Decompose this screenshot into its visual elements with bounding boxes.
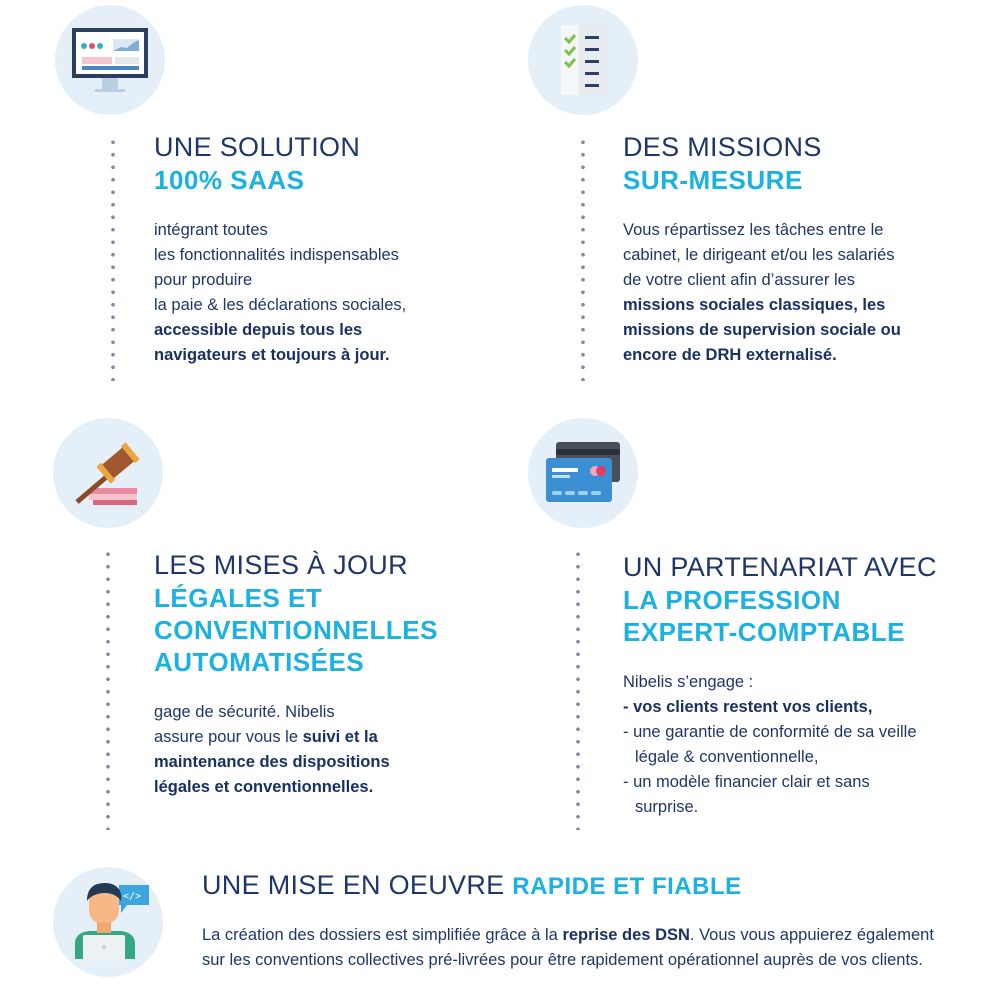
section-highlight: LA PROFESSION	[623, 585, 841, 615]
checklist-icon	[528, 5, 638, 115]
section-highlight: LÉGALES ET	[154, 583, 323, 613]
body-bold-line: accessible depuis tous les	[154, 321, 363, 339]
svg-text:</>: </>	[123, 891, 142, 902]
list-item: - une garantie de conformité de sa veille légale & conventionnelle,	[623, 723, 917, 766]
section-title: UNE SOLUTION	[154, 132, 361, 162]
credit-card-icon	[528, 418, 638, 528]
dotted-divider	[106, 548, 110, 830]
gavel-circle	[53, 418, 163, 528]
body-bold-text: suivi et la	[302, 728, 378, 746]
body-bold-line: légales et conventionnelles.	[154, 778, 374, 796]
section-highlight: EXPERT-COMPTABLE	[623, 617, 905, 647]
section-highlight: 100% SAAS	[154, 165, 305, 195]
body-line: les fonctionnalités indispensables	[154, 246, 399, 264]
list-item: - un modèle financier clair et sans surprise.	[623, 773, 870, 816]
section-title: UN PARTENARIAT AVEC	[623, 552, 937, 582]
body-line: intégrant toutes	[154, 221, 268, 239]
body-bold-line: missions sociales classiques, les	[623, 296, 886, 314]
section-title	[202, 868, 962, 903]
checklist-circle	[528, 5, 638, 115]
gavel-icon	[53, 418, 163, 528]
title-text: UNE MISE EN OEUVRE	[202, 870, 513, 900]
section-body	[154, 700, 474, 800]
dotted-divider	[111, 136, 115, 381]
section-highlight: AUTOMATISÉES	[154, 647, 365, 677]
section-partnership	[623, 550, 963, 820]
body-bold-line: navigateurs et toujours à jour.	[154, 346, 390, 364]
section-rollout	[202, 868, 962, 973]
body-text: . Vous vous appuierez également sur les conventions collectives pré-livrées pour être rapidement opérationnel auprès de vos clients.	[202, 926, 934, 969]
card-circle	[528, 418, 638, 528]
body-bold-line: encore de DRH externalisé.	[623, 346, 837, 364]
body-bold-line: missions de supervision sociale ou	[623, 321, 901, 339]
section-highlight: RAPIDE ET FIABLE	[512, 873, 742, 900]
section-title: LES MISES À JOUR	[154, 550, 408, 580]
monitor-dashboard-icon	[55, 5, 165, 115]
developer-laptop-icon	[53, 867, 163, 977]
body-line: cabinet, le dirigeant et/ou les salariés	[623, 246, 895, 264]
body-line: pour produire	[154, 271, 253, 289]
section-highlight: CONVENTIONNELLES	[154, 615, 438, 645]
monitor-circle	[55, 5, 165, 115]
dotted-divider	[576, 548, 580, 830]
developer-circle	[53, 867, 163, 977]
dotted-divider	[581, 136, 585, 381]
body-bold-line: maintenance des dispositions	[154, 753, 390, 771]
list-item: - vos clients restent vos clients,	[623, 698, 873, 716]
section-body	[202, 923, 952, 973]
section-body	[154, 218, 474, 368]
section-body	[623, 218, 963, 368]
section-body	[623, 670, 923, 820]
body-intro: Nibelis s’engage :	[623, 673, 754, 691]
section-saas	[154, 130, 474, 368]
body-line: Vous répartissez les tâches entre le	[623, 221, 884, 239]
section-highlight: SUR-MESURE	[623, 165, 803, 195]
section-title: DES MISSIONS	[623, 132, 822, 162]
body-line: de votre client afin d’assurer les	[623, 271, 856, 289]
section-updates	[154, 548, 474, 800]
body-line: la paie & les déclarations sociales,	[154, 296, 407, 314]
section-missions	[623, 130, 963, 368]
body-bold-text: reprise des DSN	[562, 926, 690, 944]
body-line: assure pour vous le	[154, 728, 303, 746]
body-text: La création des dossiers est simplifiée grâce à la	[202, 926, 563, 944]
body-line: gage de sécurité. Nibelis	[154, 703, 335, 721]
